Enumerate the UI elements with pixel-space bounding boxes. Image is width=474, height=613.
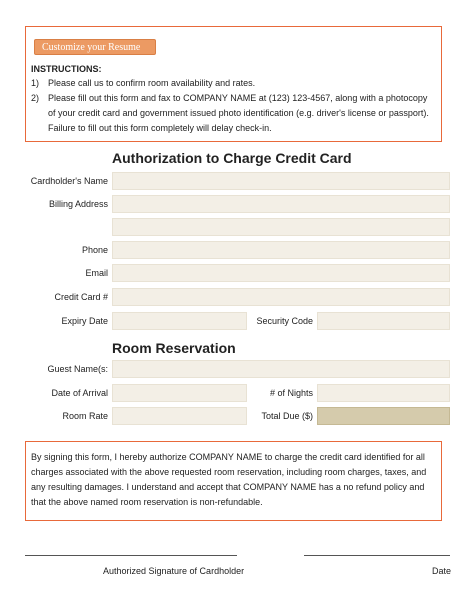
room-reservation-title: Room Reservation xyxy=(112,340,236,356)
instruction-number: 2) xyxy=(31,93,40,103)
billing-address-field[interactable] xyxy=(112,195,450,213)
security-code-label: Security Code xyxy=(256,316,313,326)
agreement-box xyxy=(25,441,442,521)
instructions-box xyxy=(25,26,442,142)
nights-field[interactable] xyxy=(317,384,450,402)
billing-address-field-2[interactable] xyxy=(112,218,450,236)
signature-line[interactable] xyxy=(25,555,237,556)
date-line[interactable] xyxy=(304,555,450,556)
cardholder-name-label: Cardholder's Name xyxy=(30,176,108,186)
phone-label: Phone xyxy=(81,245,108,255)
date-label: Date xyxy=(432,566,452,576)
instruction-item-1 xyxy=(31,76,435,91)
room-rate-field[interactable] xyxy=(112,407,247,425)
date-of-arrival-label: Date of Arrival xyxy=(51,388,108,398)
nights-label: # of Nights xyxy=(269,388,313,398)
guest-names-label: Guest Name(s: xyxy=(47,364,108,374)
expiry-date-label: Expiry Date xyxy=(61,316,108,326)
room-rate-label: Room Rate xyxy=(62,411,108,421)
security-code-field[interactable] xyxy=(317,312,450,330)
expiry-date-field[interactable] xyxy=(112,312,247,330)
credit-card-label: Credit Card # xyxy=(54,292,108,302)
instruction-text: Please fill out this form and fax to COMPANY NAME at (123) 123-4567, along with a photocopy of your credit card and government issued photo identification (e.g. driver's license or passport). Failure to fill out this form completely will delay check-in. xyxy=(48,93,429,133)
instruction-text: Please call us to confirm room availability and rates. xyxy=(48,78,256,88)
email-field[interactable] xyxy=(112,264,450,282)
date-of-arrival-field[interactable] xyxy=(112,384,247,402)
billing-address-label: Billing Address xyxy=(48,199,108,209)
email-label: Email xyxy=(85,268,108,278)
customize-resume-button[interactable]: Customize your Resume xyxy=(34,39,156,55)
credit-card-field[interactable] xyxy=(112,288,450,306)
phone-field[interactable] xyxy=(112,241,450,259)
agreement-text: By signing this form, I hereby authorize COMPANY NAME to charge the credit card identified for all charges associated with the above requested room reservation, including room charges, taxes, and any resulting damages. I understand and accept that COMPANY NAME has a no refund policy and that the above named room reservation is non-refundable. xyxy=(31,452,427,507)
total-due-field[interactable] xyxy=(317,407,450,425)
authorization-title: Authorization to Charge Credit Card xyxy=(112,150,352,166)
guest-names-field[interactable] xyxy=(112,360,450,378)
cardholder-name-field[interactable] xyxy=(112,172,450,190)
total-due-label: Total Due ($) xyxy=(261,411,313,421)
instructions-list xyxy=(31,76,435,136)
instructions-title: INSTRUCTIONS: xyxy=(31,64,102,74)
signature-label: Authorized Signature of Cardholder xyxy=(103,566,245,576)
instruction-item-2 xyxy=(31,91,435,136)
instruction-number: 1) xyxy=(31,78,40,88)
